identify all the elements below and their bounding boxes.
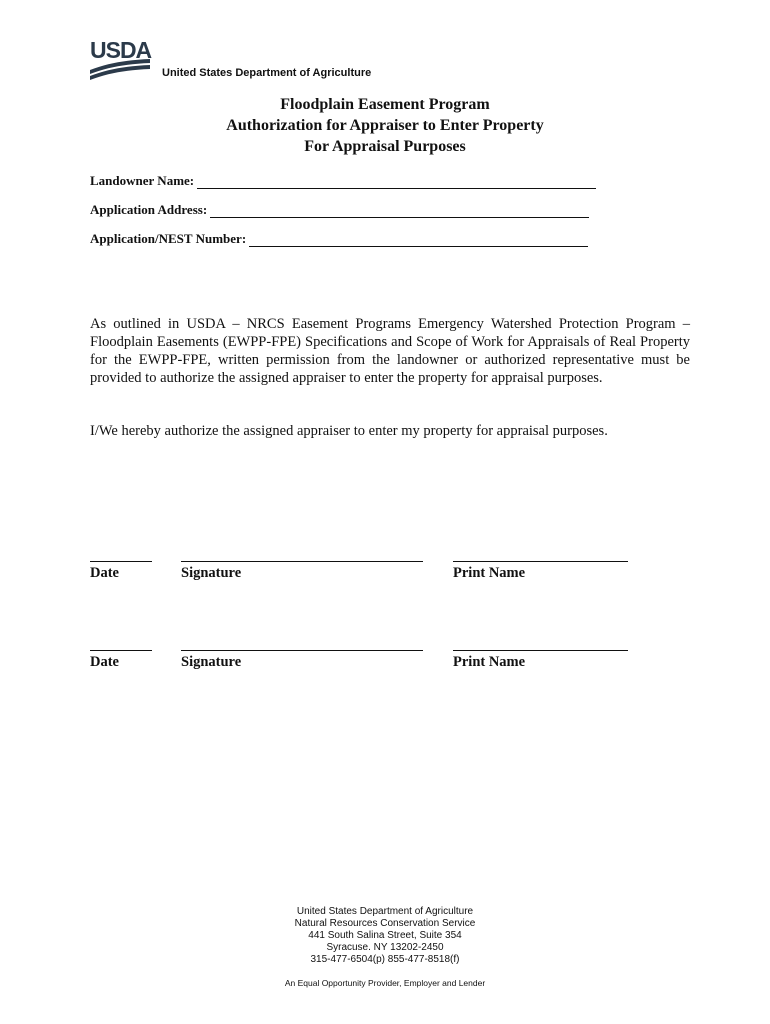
application-address-label: Application Address: (90, 202, 208, 217)
print-name-label: Print Name (453, 565, 526, 581)
landowner-name-input-line[interactable] (197, 177, 596, 189)
title-line-3: For Appraisal Purposes (304, 138, 466, 155)
signature-line[interactable] (181, 561, 423, 562)
signature-block-1 (0, 561, 770, 601)
application-nest-number-label: Application/NEST Number: (90, 231, 247, 246)
footer-line-1: United States Department of Agriculture (296, 906, 474, 917)
equal-opportunity-statement: An Equal Opportunity Provider, Employer and Lender (284, 978, 486, 988)
authorization-statement: I/We hereby authorize the assigned appraiser to enter my property for appraisal purposes. (90, 423, 608, 439)
footer-line-2: Natural Resources Conservation Service (294, 918, 476, 929)
application-nest-number-field (90, 231, 588, 247)
application-nest-number-input-line[interactable] (249, 235, 588, 247)
footer-line-5: 315-477-6504(p) 855-477-8518(f) (310, 954, 460, 965)
footer-address (0, 906, 770, 966)
signature-block-2 (0, 650, 770, 690)
date-line[interactable] (90, 561, 152, 562)
application-address-input-line[interactable] (210, 206, 589, 218)
authorization-paragraph: As outlined in USDA – NRCS Easement Programs Emergency Watershed Protection Program – Floodplain Easements (EWPP-FPE) Specifications and Scope of Work for Appraisals of Real Property for the EWPP-FPE, written permission from the landowner or authorized representative must be provided to authorize the assigned appraiser to enter the property for appraisal purposes. (90, 316, 690, 386)
date-line[interactable] (90, 650, 152, 651)
landowner-name-label: Landowner Name: (90, 173, 195, 188)
title-line-2: Authorization for Appraiser to Enter Property (226, 117, 544, 134)
agency-name: United States Department of Agriculture (162, 67, 372, 79)
title-line-1: Floodplain Easement Program (280, 96, 490, 113)
date-label: Date (90, 565, 119, 581)
print-name-line[interactable] (453, 650, 628, 651)
footer-line-4: Syracuse. NY 13202-2450 (326, 942, 444, 953)
landowner-name-field (90, 173, 596, 189)
print-name-label: Print Name (453, 654, 526, 670)
signature-label: Signature (181, 654, 242, 670)
application-address-field (90, 202, 589, 218)
print-name-line[interactable] (453, 561, 628, 562)
date-label: Date (90, 654, 119, 670)
usda-logo (90, 36, 380, 86)
document-title (0, 94, 770, 157)
footer-line-3: 441 South Salina Street, Suite 354 (308, 930, 462, 941)
signature-line[interactable] (181, 650, 423, 651)
signature-label: Signature (181, 565, 242, 581)
usda-logo-text: USDA (90, 37, 152, 63)
